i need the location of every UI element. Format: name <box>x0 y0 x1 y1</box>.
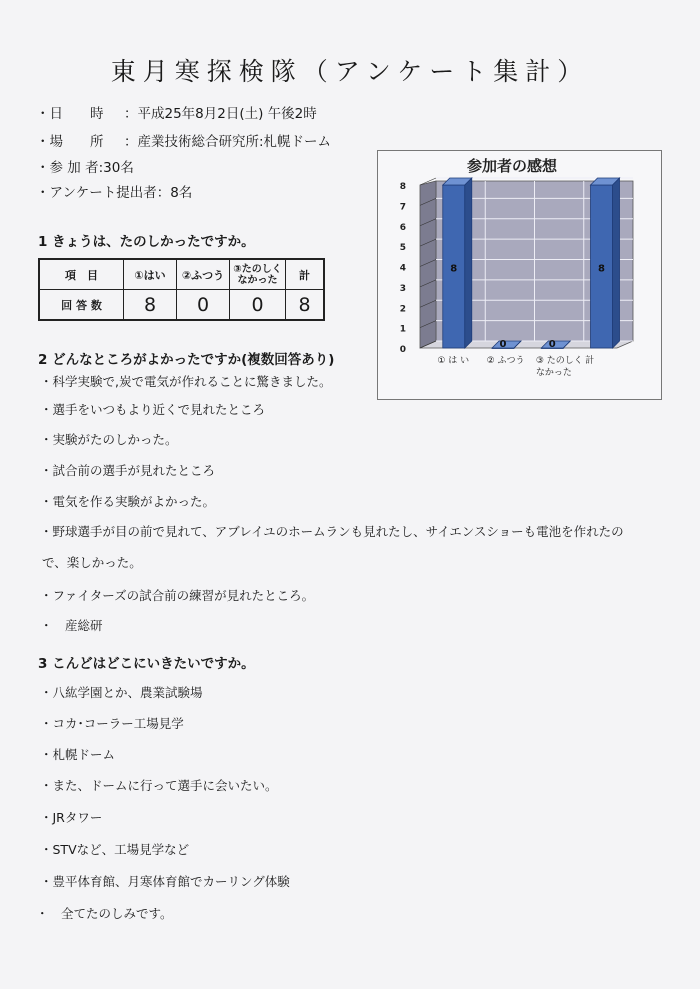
data-label: 0 <box>548 339 556 350</box>
info-place-value: ：産業技術総合研究所:札幌ドーム <box>124 134 332 150</box>
y-tick-label: 3 <box>399 283 406 294</box>
chart-title: 参加者の感想 <box>466 157 558 175</box>
list-item: ・ 産総研 <box>40 618 103 633</box>
y-tick-label: 2 <box>399 304 406 315</box>
table-cell: 8 <box>124 290 177 321</box>
y-tick-label: 0 <box>399 345 406 355</box>
info-place-label: ・場 所 <box>36 134 104 150</box>
list-item: ・ 全てたのしみです。 <box>36 906 173 921</box>
question-3-heading: 3 こんどはどこにいきたいですか。 <box>38 656 255 672</box>
list-item: ・ファイターズの試合前の練習が見れたところ。 <box>40 588 315 603</box>
list-item: ・コカ･コーラー工場見学 <box>40 716 184 731</box>
x-tick-label: ② ふつう <box>486 356 525 366</box>
info-respondents <box>36 181 192 201</box>
y-tick-label: 5 <box>399 243 406 254</box>
list-item: ・電気を作る実験がよかった。 <box>40 494 216 509</box>
bar-side <box>465 178 472 348</box>
bar-side <box>613 178 620 348</box>
page-title: 東月寒探検隊（アンケート集計） <box>110 57 590 86</box>
data-label: 8 <box>598 263 606 275</box>
info-respondents-value: ：8名 <box>156 185 193 201</box>
info-date <box>36 102 317 122</box>
list-item: ・実験がたのしかった。 <box>40 432 178 447</box>
info-participants-label: ・参 加 者 <box>36 160 99 176</box>
info-participants <box>36 156 134 176</box>
y-tick-label: 6 <box>399 222 406 233</box>
list-item: ・科学実験で,炭で電気が作れることに驚きました。 <box>40 374 332 389</box>
table-row-label: 回 答 数 <box>39 290 124 321</box>
table-header-cell: ③たのしく なかった <box>230 259 286 290</box>
list-item: ・JRタワー <box>40 810 103 825</box>
answer-tally-table <box>38 258 325 321</box>
y-tick-label: 4 <box>399 263 406 274</box>
x-tick-label: ① は い <box>437 356 470 366</box>
list-item: ・STVなど、工場見学など <box>40 842 190 857</box>
table-cell: 0 <box>230 290 286 321</box>
list-item: ・また、ドームに行って選手に会いたい。 <box>40 778 278 793</box>
x-tick-label: ③ たのしく <box>535 356 583 366</box>
list-item: ・野球選手が目の前で見れて、アブレイユのホームランも見れたし、サイエンスショーも電池を作れたの <box>40 524 624 539</box>
table-header-row <box>39 259 324 290</box>
x-tick-label: なかった <box>535 368 572 378</box>
y-tick-label: 8 <box>399 182 406 192</box>
table-cell: 8 <box>286 290 325 321</box>
list-item: で、楽しかった。 <box>42 555 142 570</box>
table-header-cell: 計 <box>286 259 325 290</box>
list-item: ・札幌ドーム <box>40 747 116 762</box>
table-header-cell: 項 目 <box>39 259 124 290</box>
bar-chart <box>378 151 661 399</box>
info-participants-value: :30名 <box>98 160 134 176</box>
data-label: 8 <box>450 263 458 275</box>
info-respondents-label: ・アンケート提出者 <box>36 185 157 201</box>
data-label: 0 <box>499 339 507 350</box>
table-header-cell: ②ふつう <box>177 259 230 290</box>
y-tick-label: 7 <box>399 202 406 213</box>
table-header-cell: ①はい <box>124 259 177 290</box>
list-item: ・豊平体育館、月寒体育館でカーリング体験 <box>40 874 290 889</box>
chart-container <box>377 150 662 400</box>
list-item: ・選手をいつもより近くで見れたところ <box>40 402 266 417</box>
info-date-value: ：平成25年8月2日(土) 午後2時 <box>124 106 317 122</box>
list-item: ・試合前の選手が見れたところ <box>40 463 216 478</box>
question-2-heading: 2 どんなところがよかったですか(複数回答あり) <box>38 352 335 368</box>
table-row <box>39 290 324 321</box>
question-1-heading: 1 きょうは、たのしかったですか。 <box>38 234 255 250</box>
x-tick-label: 計 <box>585 356 595 366</box>
table-cell: 0 <box>177 290 230 321</box>
list-item: ・八紘学園とか、農業試験場 <box>40 685 203 700</box>
chart-side-wall <box>420 181 436 348</box>
info-place <box>36 130 331 150</box>
info-date-label: ・日 時 <box>36 106 104 122</box>
y-tick-label: 1 <box>399 324 406 335</box>
